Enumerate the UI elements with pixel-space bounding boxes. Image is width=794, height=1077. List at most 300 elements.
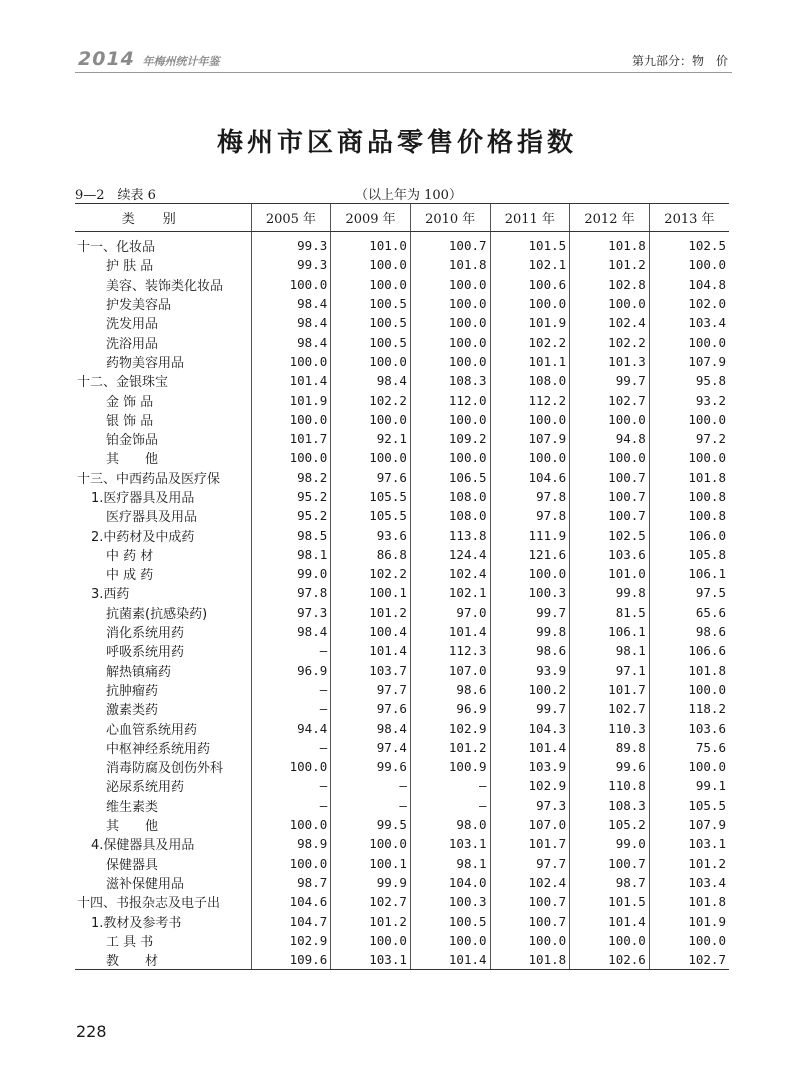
table-cell: — (331, 776, 411, 795)
table-row (75, 854, 729, 873)
row-label: 护 肤 品 (106, 259, 154, 275)
table-cell: 101.5 (570, 892, 650, 911)
table-cell: 100.3 (410, 892, 490, 911)
table-row (75, 931, 729, 950)
table-cell: 99.6 (570, 757, 650, 776)
row-label: 十一、化妆品 (77, 240, 156, 256)
table-cell: 105.2 (570, 815, 650, 834)
table-cell: 98.4 (251, 622, 331, 641)
table-cell: 100.5 (331, 332, 411, 351)
table-cell: 95.2 (251, 506, 331, 525)
table-cell: 95.2 (251, 487, 331, 506)
table-cell: 101.1 (490, 352, 570, 371)
table-cell: 101.2 (331, 603, 411, 622)
row-label: 3.西药 (91, 587, 130, 603)
table-cell: 107.9 (490, 429, 570, 448)
row-label: 中 成 药 (106, 568, 154, 584)
table-cell: 97.3 (251, 603, 331, 622)
row-label: 中枢神经系统用药 (106, 741, 211, 757)
table-cell: 108.0 (490, 371, 570, 390)
row-label: 心血管系统用药 (106, 722, 198, 738)
row-label: 抗肿瘤药 (106, 683, 159, 699)
column-header-year: 2010 年 (410, 204, 490, 232)
logo-title: 年梅州统计年鉴 (142, 55, 220, 68)
table-cell: 103.7 (331, 661, 411, 680)
table-cell: 103.1 (410, 834, 490, 853)
table-cell: 100.0 (251, 352, 331, 371)
table-cell: 100.0 (649, 410, 729, 429)
table-cell: 97.2 (649, 429, 729, 448)
table-cell: 102.2 (490, 332, 570, 351)
table-cell: 104.0 (410, 873, 490, 892)
table-row (75, 718, 729, 737)
table-cell: 100.0 (331, 352, 411, 371)
table-row (75, 815, 729, 834)
table-cell: 99.9 (331, 873, 411, 892)
table-cell: 97.7 (490, 854, 570, 873)
table-cell: 103.1 (649, 834, 729, 853)
table-cell: 98.1 (410, 854, 490, 873)
table-cell: 100.0 (331, 448, 411, 467)
logo-year: 2014 (78, 48, 135, 70)
table-cell: 101.4 (410, 950, 490, 970)
table-row (75, 699, 729, 718)
table-cell: 107.0 (410, 661, 490, 680)
table-cell: 106.0 (649, 525, 729, 544)
table-cell: 103.1 (331, 950, 411, 970)
table-cell: 102.1 (490, 255, 570, 274)
table-cell: 94.4 (251, 718, 331, 737)
table-header-row (75, 204, 729, 232)
table-cell: 102.9 (410, 718, 490, 737)
table-cell: 101.4 (410, 622, 490, 641)
table-cell: 102.0 (649, 294, 729, 313)
table-cell: 100.9 (410, 757, 490, 776)
price-index-table (75, 203, 729, 970)
table-cell: 99.0 (570, 834, 650, 853)
table-cell: 97.4 (331, 738, 411, 757)
table-cell: 100.8 (649, 506, 729, 525)
table-cell: 113.8 (410, 525, 490, 544)
table-cell: 106.1 (570, 622, 650, 641)
table-cell: 100.0 (251, 410, 331, 429)
table-cell: 101.8 (649, 661, 729, 680)
table-cell: 101.4 (490, 738, 570, 757)
table-cell: 101.8 (649, 892, 729, 911)
table-cell: 101.5 (490, 232, 570, 256)
table-cell: 97.1 (570, 661, 650, 680)
table-cell: 98.7 (251, 873, 331, 892)
table-cell: 100.0 (410, 294, 490, 313)
table-row (75, 583, 729, 602)
row-label: 呼吸系统用药 (106, 645, 185, 661)
table-cell: 98.2 (251, 468, 331, 487)
table-number: 9—2 续表 6 (75, 188, 156, 203)
table-cell: 106.1 (649, 564, 729, 583)
row-label: 1.教材及参考书 (91, 915, 182, 931)
table-cell: 100.5 (331, 294, 411, 313)
table-cell: 100.0 (490, 931, 570, 950)
table-cell: 99.3 (251, 232, 331, 256)
table-row (75, 738, 729, 757)
table-cell: 101.8 (410, 255, 490, 274)
table-cell: 100.0 (570, 448, 650, 467)
table-cell: 86.8 (331, 545, 411, 564)
table-row (75, 525, 729, 544)
table-cell: 108.3 (410, 371, 490, 390)
table-cell: — (410, 776, 490, 795)
row-label: 保健器具 (106, 857, 159, 873)
row-label: 抗菌素(抗感染药) (106, 606, 208, 622)
table-cell: 97.8 (490, 506, 570, 525)
table-cell: 100.1 (331, 583, 411, 602)
yearbook-logo (78, 48, 220, 70)
table-cell: 100.0 (649, 757, 729, 776)
table-row (75, 796, 729, 815)
table-cell: 100.0 (570, 410, 650, 429)
table-cell: 105.5 (331, 506, 411, 525)
table-cell: 99.3 (251, 255, 331, 274)
table-cell: 100.5 (410, 911, 490, 930)
table-cell: 100.0 (251, 757, 331, 776)
table-cell: 102.2 (570, 332, 650, 351)
table-row (75, 332, 729, 351)
table-row (75, 757, 729, 776)
table-cell: — (331, 796, 411, 815)
table-cell: 101.9 (649, 911, 729, 930)
table-row (75, 545, 729, 564)
table-row (75, 313, 729, 332)
row-label: 泌尿系统用药 (106, 780, 185, 796)
table-cell: 102.1 (410, 583, 490, 602)
table-cell: 103.6 (570, 545, 650, 564)
table-cell: 107.0 (490, 815, 570, 834)
table-cell: 100.0 (251, 854, 331, 873)
table-cell: 102.7 (570, 699, 650, 718)
table-cell: 100.7 (570, 854, 650, 873)
table-cell: 65.6 (649, 603, 729, 622)
table-cell: 93.2 (649, 390, 729, 409)
table-cell: 100.8 (649, 487, 729, 506)
table-row (75, 352, 729, 371)
row-label: 4.保健器具及用品 (91, 838, 195, 854)
table-cell: 94.8 (570, 429, 650, 448)
table-cell: 101.3 (570, 352, 650, 371)
table-cell: 99.7 (490, 699, 570, 718)
table-cell: 100.0 (410, 448, 490, 467)
table-cell: 100.0 (331, 931, 411, 950)
table-cell: 101.2 (410, 738, 490, 757)
table-row (75, 390, 729, 409)
table-cell: 75.6 (649, 738, 729, 757)
table-cell: 100.0 (570, 294, 650, 313)
table-cell: 100.0 (251, 448, 331, 467)
table-row (75, 892, 729, 911)
table-cell: 99.1 (649, 776, 729, 795)
table-cell: 107.9 (649, 352, 729, 371)
table-cell: 100.0 (410, 410, 490, 429)
table-cell: 103.6 (649, 718, 729, 737)
page-title: 梅州市区商品零售价格指数 (216, 128, 577, 158)
row-label: 维生素类 (106, 799, 159, 815)
table-cell: 101.8 (570, 232, 650, 256)
table-row (75, 429, 729, 448)
table-row (75, 294, 729, 313)
table-cell: 105.8 (649, 545, 729, 564)
row-label: 2.中药材及中成药 (91, 529, 195, 545)
table-cell: 89.8 (570, 738, 650, 757)
table-cell: 102.6 (570, 950, 650, 970)
table-cell: 102.4 (570, 313, 650, 332)
table-cell: 98.1 (251, 545, 331, 564)
table-cell: 97.0 (410, 603, 490, 622)
table-cell: 100.5 (331, 313, 411, 332)
column-header-year: 2012 年 (570, 204, 650, 232)
table-cell: 93.6 (331, 525, 411, 544)
table-cell: 101.7 (251, 429, 331, 448)
table-cell: 101.4 (570, 911, 650, 930)
table-cell: 100.0 (490, 448, 570, 467)
table-cell: 101.4 (251, 371, 331, 390)
table-cell: 100.0 (570, 931, 650, 950)
table-cell: 110.8 (570, 776, 650, 795)
table-cell: 102.4 (410, 564, 490, 583)
table-cell: 108.0 (410, 506, 490, 525)
table-cell: — (410, 796, 490, 815)
table-cell: 112.0 (410, 390, 490, 409)
table-cell: 101.7 (570, 680, 650, 699)
row-label: 医疗器具及用品 (106, 510, 198, 526)
table-cell: — (251, 796, 331, 815)
header-divider (75, 72, 732, 73)
table-row (75, 564, 729, 583)
table-row (75, 950, 729, 970)
table-row (75, 232, 729, 256)
table-cell: 98.0 (410, 815, 490, 834)
table-row (75, 255, 729, 274)
table-cell: 102.9 (251, 931, 331, 950)
table-cell: 100.6 (490, 275, 570, 294)
table-cell: 81.5 (570, 603, 650, 622)
table-cell: 112.3 (410, 641, 490, 660)
table-cell: 100.0 (490, 410, 570, 429)
table-row (75, 622, 729, 641)
table-cell: 102.2 (331, 390, 411, 409)
table-cell: 102.7 (570, 390, 650, 409)
table-cell: 100.4 (331, 622, 411, 641)
table-cell: 100.0 (331, 410, 411, 429)
table-cell: 107.9 (649, 815, 729, 834)
table-cell: 100.0 (410, 931, 490, 950)
table-row (75, 506, 729, 525)
table-cell: 102.9 (490, 776, 570, 795)
table-cell: 100.0 (331, 834, 411, 853)
table-cell: 101.8 (649, 468, 729, 487)
table-cell: 106.6 (649, 641, 729, 660)
table-cell: 100.0 (649, 255, 729, 274)
row-label: 洗发用品 (106, 317, 159, 333)
table-cell: 102.4 (490, 873, 570, 892)
table-cell: 98.9 (251, 834, 331, 853)
table-cell: 100.7 (570, 506, 650, 525)
table-cell: 97.6 (331, 699, 411, 718)
table-cell: 100.0 (251, 815, 331, 834)
table-cell: 99.7 (570, 371, 650, 390)
table-cell: 95.8 (649, 371, 729, 390)
table-cell: 101.4 (331, 641, 411, 660)
table-cell: 100.2 (490, 680, 570, 699)
table-cell: 112.2 (490, 390, 570, 409)
row-label: 教 材 (75, 950, 251, 970)
table-cell: 99.6 (331, 757, 411, 776)
table-cell: 100.0 (490, 294, 570, 313)
table-cell: 98.4 (251, 332, 331, 351)
table-cell: 97.6 (331, 468, 411, 487)
table-cell: 118.2 (649, 699, 729, 718)
table-cell: 101.0 (331, 232, 411, 256)
row-label: 铂金饰品 (106, 433, 159, 449)
column-header-year: 2009 年 (331, 204, 411, 232)
row-label: 工 具 书 (106, 934, 154, 950)
table-cell: 97.5 (649, 583, 729, 602)
table-cell: 103.4 (649, 873, 729, 892)
table-cell: 108.0 (410, 487, 490, 506)
table-cell: 101.2 (649, 854, 729, 873)
table-cell: 100.0 (649, 448, 729, 467)
row-label: 银 饰 品 (106, 413, 154, 429)
table-cell: 104.7 (251, 911, 331, 930)
table-row (75, 661, 729, 680)
table-cell: 103.9 (490, 757, 570, 776)
section-label: 第九部分：物 价 (631, 54, 728, 68)
table-cell: 105.5 (331, 487, 411, 506)
table-cell: 104.8 (649, 275, 729, 294)
page-number: 228 (76, 1022, 107, 1041)
table-cell: 101.8 (490, 950, 570, 970)
table-cell: 100.0 (490, 564, 570, 583)
table-cell: 102.5 (570, 525, 650, 544)
table-cell: 102.7 (649, 950, 729, 970)
table-cell: 98.4 (331, 718, 411, 737)
table-cell: 100.0 (410, 332, 490, 351)
table-cell: 100.0 (649, 680, 729, 699)
table-row (75, 776, 729, 795)
table-cell: 124.4 (410, 545, 490, 564)
table-cell: 104.6 (490, 468, 570, 487)
column-header-year: 2013 年 (649, 204, 729, 232)
table-cell: 100.7 (490, 911, 570, 930)
table-row (75, 468, 729, 487)
table-cell: 109.6 (251, 950, 331, 970)
table-cell: 109.2 (410, 429, 490, 448)
table-cell: — (251, 776, 331, 795)
table-cell: 102.2 (331, 564, 411, 583)
table-cell: 100.0 (649, 931, 729, 950)
table-cell: 104.3 (490, 718, 570, 737)
table-cell: 100.1 (331, 854, 411, 873)
table-cell: 100.0 (649, 332, 729, 351)
table-cell: 101.9 (490, 313, 570, 332)
table-cell: 100.0 (410, 313, 490, 332)
table-cell: 98.7 (570, 873, 650, 892)
table-cell: 100.0 (331, 255, 411, 274)
row-label: 金 饰 品 (106, 394, 154, 410)
table-cell: — (251, 641, 331, 660)
row-label: 药物美容用品 (106, 355, 185, 371)
table-cell: 102.5 (649, 232, 729, 256)
table-row (75, 448, 729, 467)
column-header-year: 2011 年 (490, 204, 570, 232)
row-label: 十二、金银珠宝 (77, 375, 169, 391)
table-cell: 105.5 (649, 796, 729, 815)
column-header-category: 类别 (75, 204, 251, 232)
table-cell: 97.8 (251, 583, 331, 602)
table-cell: 100.0 (331, 275, 411, 294)
table-cell: 101.9 (251, 390, 331, 409)
row-label: 洗浴用品 (106, 336, 159, 352)
row-label: 激素类药 (106, 703, 159, 719)
table-cell: 101.2 (331, 911, 411, 930)
table-cell: 103.4 (649, 313, 729, 332)
table-row (75, 873, 729, 892)
table-cell: — (251, 699, 331, 718)
table-cell: 111.9 (490, 525, 570, 544)
row-label: 美容、装饰类化妆品 (106, 278, 224, 294)
row-label: 其 他 (106, 819, 159, 835)
table-cell: 98.6 (649, 622, 729, 641)
table-cell: 99.8 (570, 583, 650, 602)
row-label: 护发美容品 (106, 298, 172, 314)
table-cell: 108.3 (570, 796, 650, 815)
row-label: 消化系统用药 (106, 626, 185, 642)
table-row (75, 487, 729, 506)
table-cell: 96.9 (410, 699, 490, 718)
table-cell: 97.3 (490, 796, 570, 815)
table-row (75, 680, 729, 699)
table-cell: 98.4 (331, 371, 411, 390)
table-row (75, 603, 729, 622)
table-cell: 100.3 (490, 583, 570, 602)
table-cell: 99.0 (251, 564, 331, 583)
base-note: （以上年为 100） (355, 188, 462, 203)
column-header-year: 2005 年 (251, 204, 331, 232)
row-label: 滋补保健用品 (106, 876, 185, 892)
table-cell: 92.1 (331, 429, 411, 448)
table-cell: 93.9 (490, 661, 570, 680)
table-cell: 121.6 (490, 545, 570, 564)
table-cell: 104.6 (251, 892, 331, 911)
table-row (75, 410, 729, 429)
table-cell: 102.7 (331, 892, 411, 911)
table-cell: 100.0 (410, 275, 490, 294)
row-label: 1.医疗器具及用品 (91, 491, 195, 506)
table-row (75, 371, 729, 390)
table-cell: 101.0 (570, 564, 650, 583)
table-cell: 106.5 (410, 468, 490, 487)
row-label: 消毒防腐及创伤外科 (106, 761, 224, 777)
row-label: 十四、书报杂志及电子出 (77, 896, 221, 912)
table-cell: 98.6 (410, 680, 490, 699)
table-cell: 97.7 (331, 680, 411, 699)
table-cell: 110.3 (570, 718, 650, 737)
row-label: 十三、中西药品及医疗保 (77, 471, 221, 487)
table-cell: 96.9 (251, 661, 331, 680)
table-cell: 102.8 (570, 275, 650, 294)
table-cell: 98.6 (490, 641, 570, 660)
table-cell: 98.4 (251, 313, 331, 332)
table-cell: 98.1 (570, 641, 650, 660)
table-row (75, 911, 729, 930)
